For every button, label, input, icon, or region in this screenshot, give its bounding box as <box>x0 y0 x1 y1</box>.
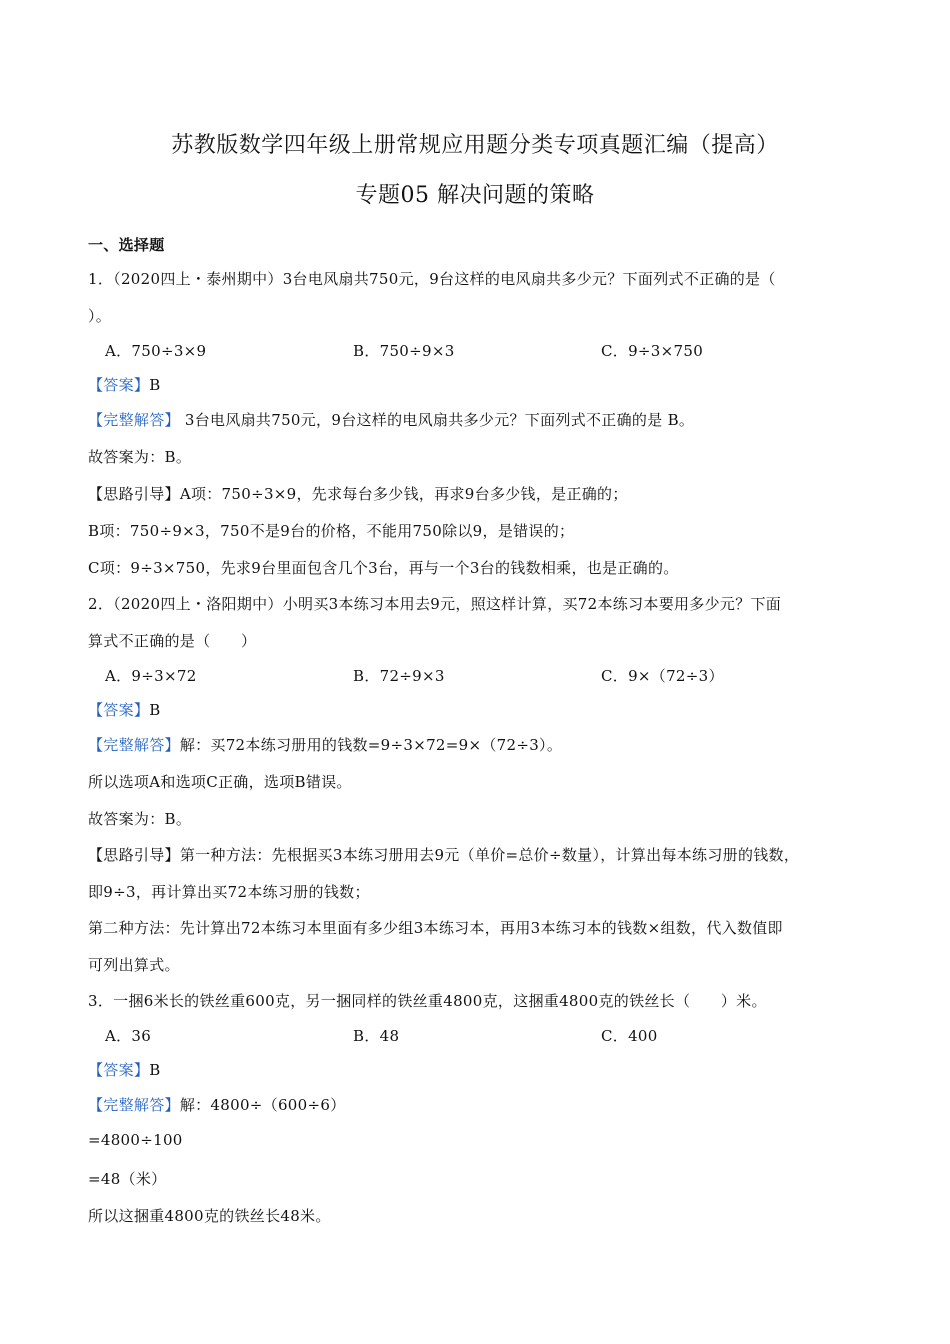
solution-label: 【完整解答】 <box>88 1096 180 1114</box>
answer-label: 【答案】 <box>88 701 150 719</box>
document-subtitle: 专题05 解决问题的策略 <box>355 183 595 208</box>
hint-label: 【思路引导】 <box>88 846 180 864</box>
question-2-solution-line: 故答案为：B。 <box>88 810 192 828</box>
question-1-option-b: B．750÷9×3 <box>353 342 455 360</box>
question-3-answer <box>88 1059 161 1080</box>
question-2-solution <box>88 734 562 755</box>
question-2-option-a: A．9÷3×72 <box>105 667 197 685</box>
question-1-stem-cont: ）。 <box>88 307 112 325</box>
question-3-stem: 3．一捆6米长的铁丝重600克，另一捆同样的铁丝重4800克，这捆重4800克的铁丝长（ ）米。 <box>88 992 767 1010</box>
answer-label: 【答案】 <box>88 1061 150 1079</box>
question-2-hint-line: 即9÷3，再计算出买72本练习册的钱数； <box>88 883 370 901</box>
question-3-solution-line: =48（米） <box>88 1170 167 1188</box>
hint-text: 第一种方法：先根据买3本练习册用去9元（单价=总价÷数量），计算出每本练习册的钱数， <box>179 846 800 864</box>
question-1-option-c: C．9÷3×750 <box>601 342 704 360</box>
question-1-option-a: A．750÷3×9 <box>105 342 207 360</box>
solution-text: 解：买72本练习册用的钱数=9÷3×72=9×（72÷3）。 <box>179 736 563 754</box>
question-2-answer <box>88 699 161 720</box>
question-2-stem: 2．（2020四上・洛阳期中）小明买3本练习本用去9元，照这样计算，买72本练习本要用多少元？下面 <box>88 595 782 613</box>
hint-label: 【思路引导】 <box>88 485 180 503</box>
question-1-solution <box>88 409 694 430</box>
question-3-solution-line: =4800÷100 <box>88 1131 183 1149</box>
question-3-option-b: B．48 <box>353 1027 400 1045</box>
question-1-hint-line: B项：750÷9×3，750不是9台的价格，不能用750除以9，是错误的； <box>88 522 575 540</box>
answer-value: B <box>149 1061 161 1079</box>
question-1-hint <box>88 483 628 504</box>
question-1-stem: 1．（2020四上・泰州期中）3台电风扇共750元，9台这样的电风扇共多少元？下面列式不正确的是（ <box>88 270 776 288</box>
answer-value: B <box>149 701 161 719</box>
question-1-solution-line: 故答案为：B。 <box>88 448 192 466</box>
question-3-solution-line: 所以这捆重4800克的铁丝长48米。 <box>88 1207 331 1225</box>
hint-text: A项：750÷3×9，先求每台多少钱，再求9台多少钱，是正确的； <box>179 485 628 503</box>
question-2-solution-line: 所以选项A和选项C正确，选项B错误。 <box>88 773 352 791</box>
document-title: 苏教版数学四年级上册常规应用题分类专项真题汇编（提高） <box>171 133 779 158</box>
answer-label: 【答案】 <box>88 376 150 394</box>
answer-value: B <box>149 376 161 394</box>
solution-label: 【完整解答】 <box>88 736 180 754</box>
question-2-stem-cont: 算式不正确的是（ ） <box>88 632 257 650</box>
question-2-hint-line: 可列出算式。 <box>88 956 180 974</box>
question-3-option-a: A．36 <box>105 1027 152 1045</box>
question-3-solution <box>88 1094 346 1115</box>
solution-text: 3台电风扇共750元，9台这样的电风扇共多少元？下面列式不正确的是 B。 <box>179 411 695 429</box>
question-2-option-c: C．9×（72÷3） <box>601 667 724 685</box>
question-2-hint <box>88 844 799 865</box>
solution-text: 解：4800÷（600÷6） <box>179 1096 346 1114</box>
question-1-hint-line: C项：9÷3×750，先求9台里面包含几个3台，再与一个3台的钱数相乘，也是正确的。 <box>88 559 679 577</box>
question-2-option-b: B．72÷9×3 <box>353 667 445 685</box>
question-2-hint-line: 第二种方法：先计算出72本练习本里面有多少组3本练习本，再用3本练习本的钱数×组数，代入数值即 <box>88 919 783 937</box>
question-3-option-c: C．400 <box>601 1027 658 1045</box>
solution-label: 【完整解答】 <box>88 411 180 429</box>
question-1-answer <box>88 374 161 395</box>
section-heading: 一、选择题 <box>88 236 165 254</box>
